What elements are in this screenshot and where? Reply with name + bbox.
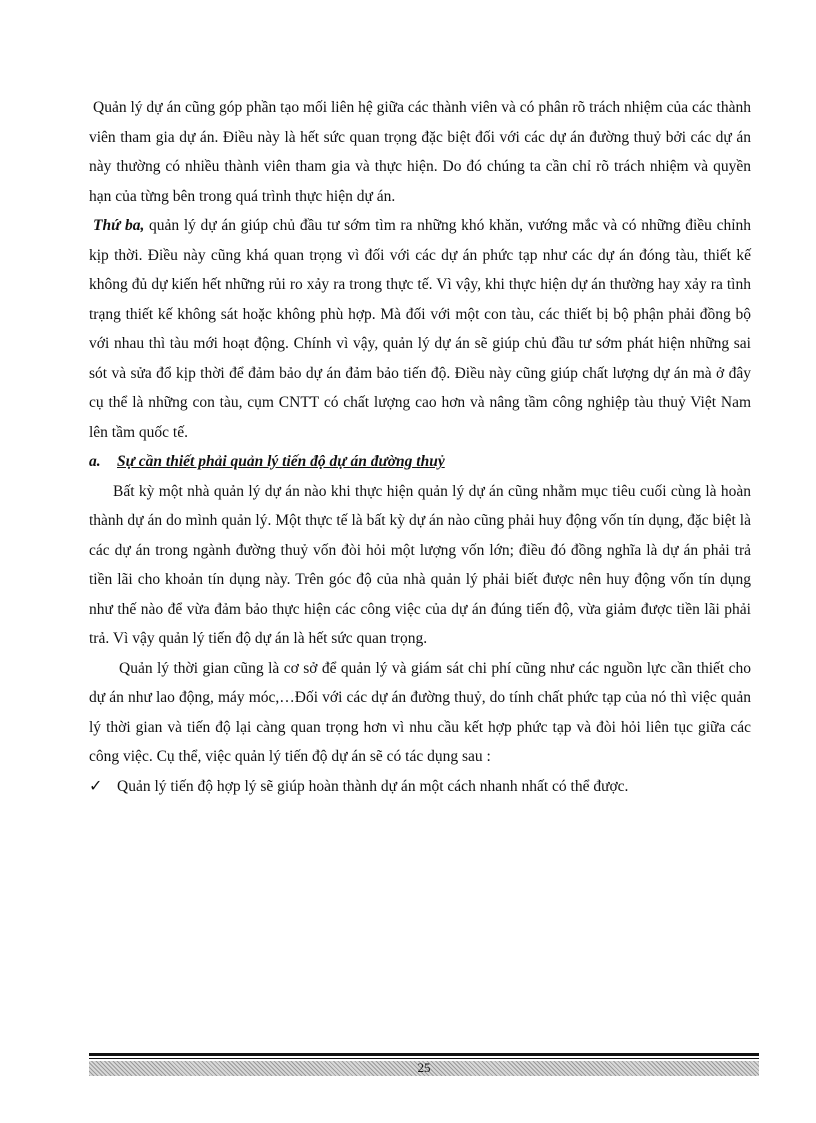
bullet-item bbox=[89, 772, 751, 802]
section-heading-number: a. bbox=[89, 453, 101, 470]
page-number: 25 bbox=[417, 1060, 431, 1075]
paragraph-2-lead: Thứ ba, bbox=[93, 217, 145, 234]
paragraph-2-text: quản lý dự án giúp chủ đầu tư sớm tìm ra những khó khăn, vướng mắc và có những điều chỉnh kịp thời. Điều này cũng khá quan trọng vì đối với các dự án phức tạp như các dự án đóng tàu, thiết kế không đủ dự kiến hết những rủi ro xảy ra trong thực tế. Vì vậy, khi thực hiện dự án thường hay xảy ra tình trạng thiết kế không sát hoặc không phù hợp. Mà đối với một con tàu, các thiết bị bộ phận phải đồng bộ với nhau thì tàu mới hoạt động. Chính vì vậy, quản lý dự án sẽ giúp chủ đầu tư sớm phát hiện những sai sót và sửa đổ kịp thời để đảm bảo dự án đảm bảo tiến độ. Điều này cũng giúp chất lượng dự án mà ở đây cụ thể là những con tàu, cụm CNTT có chất lượng cao hơn và nâng tầm công nghiệp tàu thuỷ Việt Nam lên tầm quốc tế. bbox=[89, 217, 752, 441]
checkmark-icon: ✓ bbox=[89, 777, 103, 795]
paragraph-4: Quản lý thời gian cũng là cơ sở để quản lý và giám sát chi phí cũng như các nguồn lực cần thiết cho dự án như lao động, máy móc,…Đối với các dự án đường thuỷ, do tính chất phức tạp của nó thì việc quản lý thời gian và tiến độ lại càng quan trọng hơn vì nhu cầu kết hợp phức tạp và đòi hỏi liên tục giữa các công việc. Cụ thể, việc quản lý tiến độ dự án sẽ có tác dụng sau : bbox=[89, 659, 751, 765]
document-body bbox=[89, 93, 751, 801]
bullet-item-text: Quản lý tiến độ hợp lý sẽ giúp hoàn thành dự án một cách nhanh nhất có thể được. bbox=[117, 777, 629, 795]
footer-rule-thick bbox=[89, 1053, 759, 1056]
section-heading bbox=[89, 447, 751, 477]
paragraph-2 bbox=[89, 211, 751, 447]
footer-rule-thin bbox=[89, 1058, 759, 1059]
paragraph-3: Bất kỳ một nhà quản lý dự án nào khi thực hiện quản lý dự án cũng nhằm mục tiêu cuối cùng là hoàn thành dự án do mình quản lý. Một thực tế là bất kỳ dự án nào cũng phải huy động vốn tín dụng, đặc biệt là các dự án trong ngành đường thuỷ vốn đòi hỏi một lượng vốn lớn; điều đó đồng nghĩa là dự án phải trả tiền lãi cho khoản tín dụng này. Trên góc độ của nhà quản lý phải biết được nên huy động vốn tín dụng như thế nào để vừa đảm bảo thực hiện các công việc của dự án đúng tiến độ, vừa giảm được tiền lãi phải trả. Vì vậy quản lý tiến độ dự án là hết sức quan trọng. bbox=[89, 482, 751, 647]
section-heading-title: Sự cần thiết phải quản lý tiến độ dự án đường thuỷ bbox=[117, 453, 445, 470]
paragraph-1: Quản lý dự án cũng góp phần tạo mối liên hệ giữa các thành viên và có phân rõ trách nhiệm của các thành viên tham gia dự án. Điều này là hết sức quan trọng đặc biệt đối với các dự án đường thuỷ bởi các dự án này thường có nhiều thành viên tham gia và thực hiện. Do đó chúng ta cần chỉ rõ trách nhiệm và quyền hạn của từng bên trong quá trình thực hiện dự án. bbox=[89, 99, 751, 205]
page-footer bbox=[89, 1053, 759, 1077]
